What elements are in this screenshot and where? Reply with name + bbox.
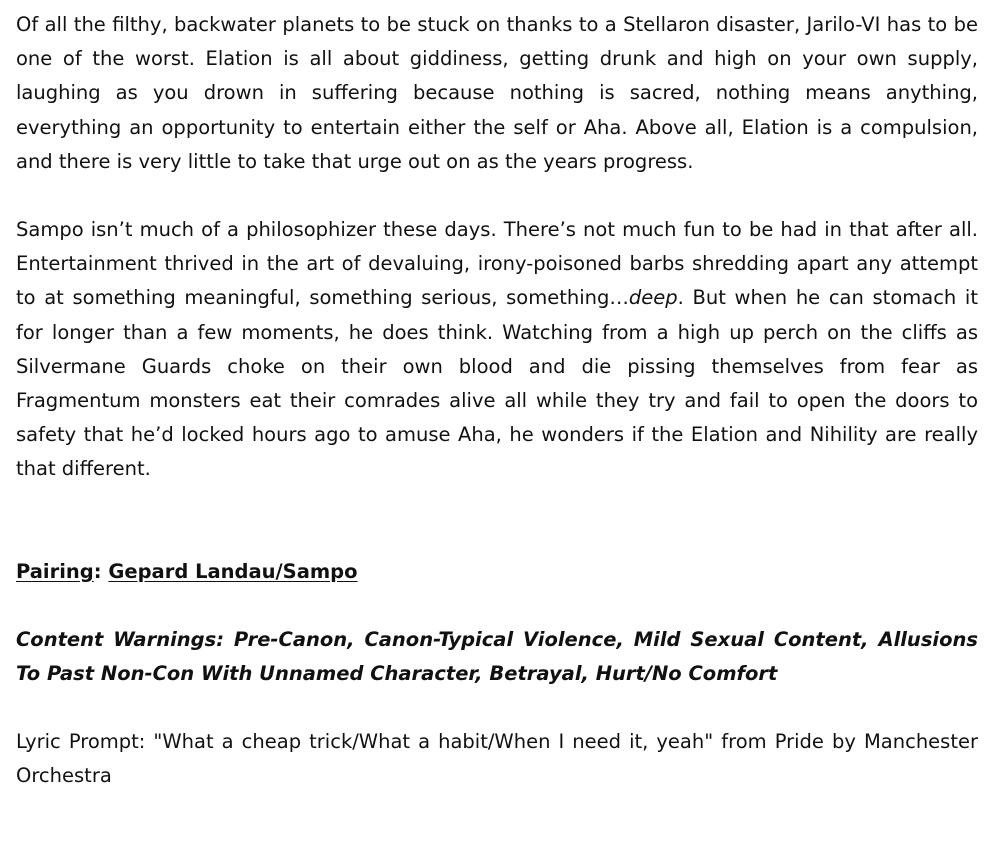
paragraph-sampo-text-start: Sampo isn’t much of a philosophizer these days. There’s not much fun to be had in that after all. Entertainment thrived in the art of devaluing, irony-poisoned barbs shredding apart any attempt to at something meaningful, something serious, something…: [16, 218, 978, 310]
emphasis-deep: deep: [628, 286, 678, 310]
content-warnings: Content Warnings: Pre-Canon, Canon-Typical Violence, Mild Sexual Content, Allusions To Past Non-Con With Unnamed Character, Betrayal, Hurt/No Comfort: [16, 627, 978, 686]
pairing-link[interactable]: Gepard Landau/Sampo: [108, 559, 358, 583]
document-body: [16, 8, 978, 794]
paragraph-sampo: [16, 213, 978, 487]
pairing-label: Pairing: [16, 559, 94, 583]
paragraph-sampo-text-end: . But when he can stomach it for longer than a few moments, he does think. Watching from a high up perch on the cliffs as Silvermane Guards choke on their own blood and die pissing themselves from fear as Fragmentum monsters eat their comrades alive all while they try and fail to open the doors to safety that he’d locked hours ago to amuse Aha, he wonders if the Elation and Nihility are really that different.: [16, 286, 978, 481]
paragraph-intro: Of all the filthy, backwater planets to be stuck on thanks to a Stellaron disaster, Jarilo-VI has to be one of the worst. Elation is all about giddiness, getting drunk and high on your own supply, laughing as you drown in suffering because nothing is sacred, nothing means anything, everything an opportunity to entertain either the self or Aha. Above all, Elation is a compulsion, and there is very little to take that urge out on as the years progress.: [16, 13, 978, 173]
pairing-line: [16, 555, 978, 589]
pairing-separator: :: [93, 559, 109, 583]
lyric-prompt: Lyric Prompt: "What a cheap trick/What a habit/When I need it, yeah" from Pride by Manchester Orchestra: [16, 730, 978, 788]
